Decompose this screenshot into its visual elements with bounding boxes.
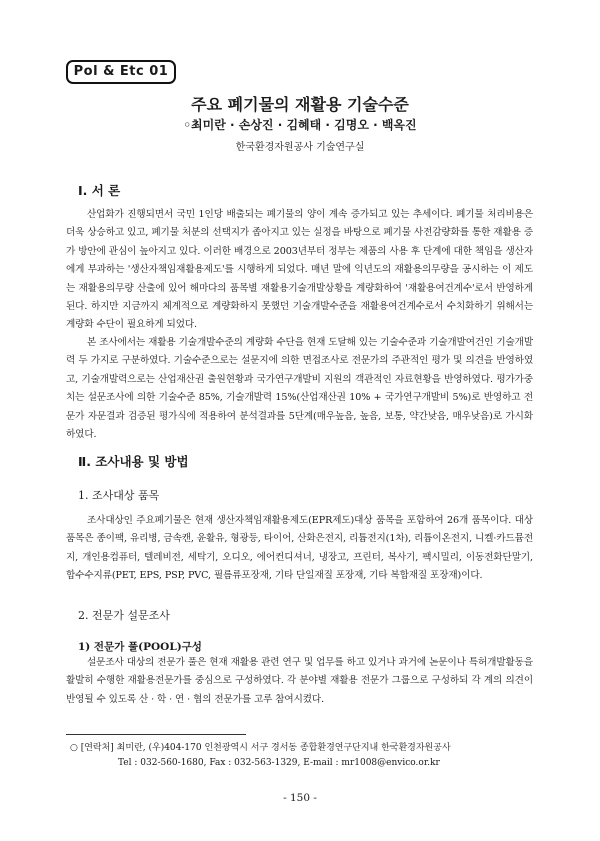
footnote-divider [66, 734, 246, 735]
subsection-heading-survey: 2. 전문가 설문조사 [78, 609, 170, 622]
intro-paragraph-2: 본 조사에서는 재활용 기술개발수준의 계량화 수단을 현재 도달해 있는 기술수준과 기술개발여건인 기술개발력 두 가지로 구분하였다. 기술수준으로는 설문지에 의한 면접조사로 전문가의 주관적인 평가 및 의견을 반영하였고, 기술개발력으로는 산업재산권 출원현황과 국가연구개발비 지원의 객관적인 자료현황을 반영하였다. 평가가중치는 설문조사에 의한 기술수준 85%, 기술개발력 15%(산업재산권 10% + 국가연구개발비 5%)로 반영하고 전문가 자문결과 검증된 평가식에 적용하여 분석결과를 5단계(매우높음, 높음, 보통, 약간낮음, 매우낮음)로 가시화하였다. [66, 337, 533, 441]
section-heading-methods: Ⅱ. 조사내용 및 방법 [78, 454, 189, 469]
footnote-contact: ○ [연락처] 최미란, (우)404-170 인천광역시 서구 경서동 종합환경연구단지내 한국환경자원공사 [70, 743, 451, 753]
affiliation: 한국환경자원공사 기술연구실 [235, 142, 365, 153]
footnote [70, 741, 451, 771]
subsection-heading-targets: 1. 조사대상 품목 [78, 489, 160, 502]
page-number: - 150 - [283, 792, 317, 804]
series-tag: Pol & Etc 01 [66, 60, 176, 84]
intro-paragraph-1: 산업화가 진행되면서 국민 1인당 배출되는 폐기물의 양이 계속 증가되고 있는 추세이다. 폐기물 처리비용은 더욱 상승하고 있고, 폐기물 처분의 선택지가 좁아지고 있는 실정을 바탕으로 폐기물 사전감량화를 통한 재활용 증가 방안에 관심이 높아지고 있다. 이러한 배경으로 2003년부터 정부는 제품의 사용 후 단계에 대한 책임을 생산자에게 부과하는 '생산자책임재활용제도'를 시행하게 되었다. 매년 말에 익년도의 재활용의무량을 공시하는 이 제도는 재활용의무량 산출에 있어 해마다의 품목별 재활용기술개발상황을 계량화하여 '재활용여건계수'로서 반영하게 된다. 하지만 지금까지 체계적으로 계량화하지 못했던 기술개발수준을 재활용여건계수로서 수치화하기 위해서는 계량화 수단이 필요하게 되었다. [66, 209, 533, 331]
section-heading-intro: Ⅰ. 서 론 [78, 183, 121, 198]
footnote-tel: Tel : 032-560-1680, Fax : 032-563-1329, E-mail : mr1008@envico.or.kr [118, 758, 440, 768]
targets-paragraph: 조사대상인 주요폐기물은 현재 생산자책임재활용제도(EPR제도)대상 품목을 포함하여 26개 품목이다. 대상품목은 종이팩, 유리병, 금속캔, 윤활유, 형광등, 타이어, 산화은전지, 리튬전지(1차), 리튬이온전지, 니켈·카드뮴전지, 개인용컴퓨터, 텔레비전, 세탁기, 오디오, 에어컨디셔너, 냉장고, 프린터, 복사기, 팩시밀리, 이동전화단말기, 합수수지류(PET, EPS, PSP, PVC, 필름류포장재, 기타 단일재질 포장재, 기타 복합재질 포장재)이다. [66, 515, 533, 582]
paper-title: 주요 폐기물의 재활용 기술수준 [191, 95, 409, 114]
pool-paragraph: 설문조사 대상의 전문가 풀은 현재 재활용 관련 연구 및 업무를 하고 있거나 과거에 논문이나 특허개발활동을 활발히 수행한 재활용전문가를 중심으로 구성하였다. 각 분야별 재활용 전문가 그룹으로 구성하되 각 계의 의견이 반영될 수 있도록 산 · 학 · 연 · 협의 전문가를 고루 참여시켰다. [66, 657, 533, 705]
subsubsection-heading-pool: 1) 전문가 풀(POOL)구성 [78, 641, 202, 653]
author-list: ◦최미란 · 손상진 · 김혜태 · 김명오 · 백옥진 [183, 118, 417, 132]
